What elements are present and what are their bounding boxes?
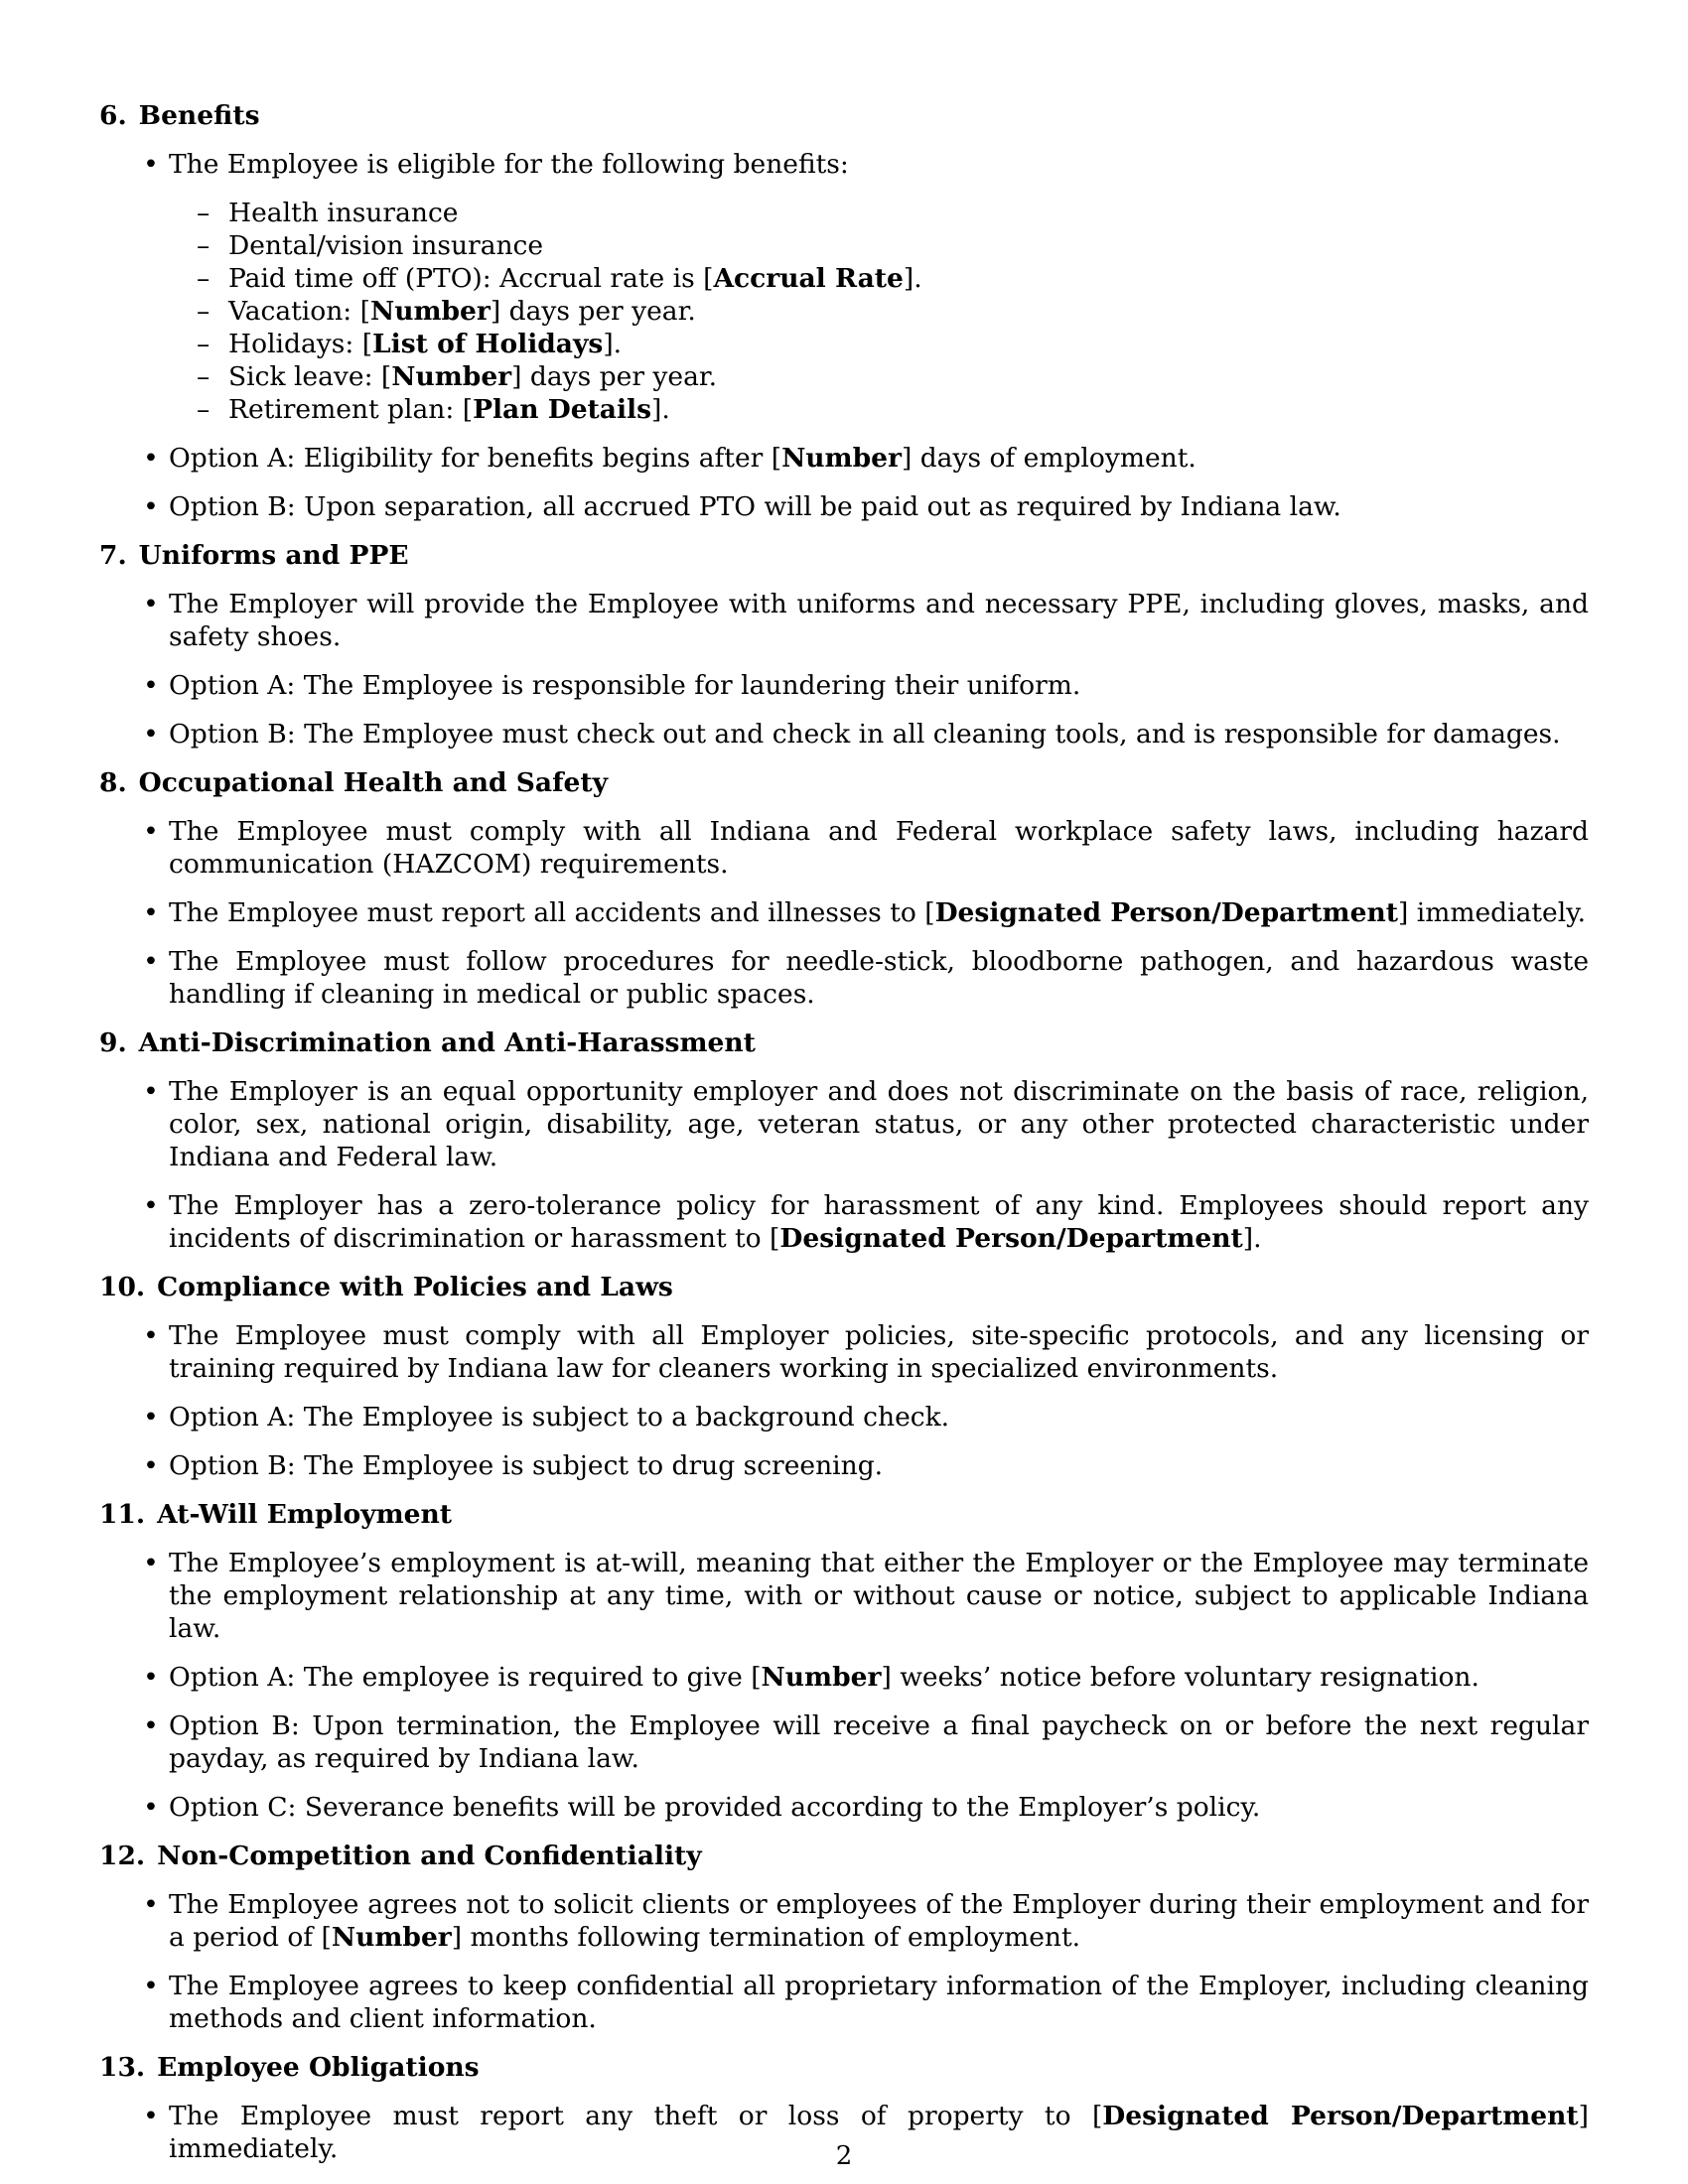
section-number: 6. xyxy=(99,100,127,131)
text-segment: The Employer will provide the Employee with uniforms and necessary PPE, including gloves, masks, and safety shoes. xyxy=(169,589,1589,652)
section-heading xyxy=(99,539,1589,572)
bullet-icon: • xyxy=(143,946,159,977)
sub-list-item xyxy=(169,360,1589,393)
section-number: 7. xyxy=(99,540,127,571)
list-item-text xyxy=(169,1792,1260,1823)
text-segment: The Employee agrees not to solicit clients or employees of the Employer during their employment and for a period of [ xyxy=(169,1889,1589,1953)
text-segment: ] days per year. xyxy=(511,361,718,392)
text-segment: ] days per year. xyxy=(490,296,696,327)
section-number: 12. xyxy=(99,1841,146,1871)
text-segment: ]. xyxy=(603,329,623,359)
section-number: 11. xyxy=(99,1499,146,1530)
list-item xyxy=(99,945,1589,1011)
list-item xyxy=(99,669,1589,702)
list-item xyxy=(99,148,1589,426)
list-item-text xyxy=(169,1971,1589,2034)
placeholder-field: Number xyxy=(391,361,512,392)
bullet-icon: • xyxy=(143,1548,159,1578)
placeholder-field: Number xyxy=(781,443,902,474)
placeholder-field: Designated Person/Department xyxy=(1102,2101,1579,2131)
section-heading xyxy=(99,1498,1589,1531)
list-item xyxy=(99,1970,1589,2035)
section-8 xyxy=(99,766,1589,1011)
bullet-icon: • xyxy=(143,589,159,619)
list-item-text xyxy=(169,897,1586,928)
section-6 xyxy=(99,99,1589,523)
text-segment: Option B: The Employee must check out and check in all cleaning tools, and is responsible for damages. xyxy=(169,719,1561,750)
text-segment: ] months following termination of employment. xyxy=(451,1922,1081,1953)
text-segment: The Employee’s employment is at-will, meaning that either the Employer or the Employee may terminate the employment relationship at any time, with or without cause or notice, subject to applicable Indiana law. xyxy=(169,1548,1589,1644)
bullet-icon: • xyxy=(143,2101,159,2131)
bullet-icon: • xyxy=(143,1792,159,1823)
placeholder-field: Plan Details xyxy=(473,394,652,425)
placeholder-field: Designated Person/Department xyxy=(934,897,1398,928)
list-item xyxy=(99,1709,1589,1775)
list-item xyxy=(99,1075,1589,1173)
section-heading xyxy=(99,766,1589,799)
dash-icon: – xyxy=(197,296,211,327)
text-segment: The Employee must report any theft or loss of property to [ xyxy=(169,2101,1103,2131)
list-item xyxy=(99,1791,1589,1824)
bullet-icon: • xyxy=(143,1971,159,2001)
text-segment: ] immediately. xyxy=(1397,897,1587,928)
list-item-text xyxy=(169,1076,1589,1172)
list-item-text xyxy=(169,443,1196,474)
list-item xyxy=(99,442,1589,475)
text-segment: Option B: Upon termination, the Employee will receive a final paycheck on or before the next regular payday, as required by Indiana law. xyxy=(169,1710,1589,1774)
bullet-list xyxy=(99,1888,1589,2035)
section-heading xyxy=(99,1026,1589,1059)
section-number: 8. xyxy=(99,767,127,798)
sub-list-item xyxy=(169,262,1589,295)
section-heading xyxy=(99,1840,1589,1872)
section-number: 9. xyxy=(99,1027,127,1058)
sub-list-item xyxy=(169,295,1589,328)
page-number: 2 xyxy=(835,2141,853,2171)
placeholder-field: List of Holidays xyxy=(372,329,604,359)
list-item-text xyxy=(169,1320,1589,1384)
bullet-icon: • xyxy=(143,1190,159,1221)
bullet-list xyxy=(99,1547,1589,1824)
text-segment: Option A: The Employee is subject to a background check. xyxy=(169,1402,950,1433)
list-item-text xyxy=(169,816,1589,880)
text-segment: ] days of employment. xyxy=(901,443,1196,474)
section-number: 13. xyxy=(99,2052,146,2083)
list-item xyxy=(99,1401,1589,1433)
text-segment: The Employer has a zero-tolerance policy for harassment of any kind. Employees should report any incidents of discrimination or harassment to [ xyxy=(169,1190,1589,1254)
sub-list xyxy=(169,197,1589,426)
bullet-icon: • xyxy=(143,1402,159,1433)
bullet-list xyxy=(99,1319,1589,1482)
list-item-text xyxy=(169,946,1589,1010)
bullet-icon: • xyxy=(143,1450,159,1481)
list-item xyxy=(99,1547,1589,1645)
bullet-icon: • xyxy=(143,1320,159,1351)
section-title: Occupational Health and Safety xyxy=(138,767,608,798)
dash-icon: – xyxy=(197,329,211,359)
text-segment: Option A: Eligibility for benefits begins after [ xyxy=(169,443,782,474)
list-item xyxy=(99,588,1589,653)
bullet-icon: • xyxy=(143,1889,159,1920)
list-item-text xyxy=(169,1662,1479,1693)
section-title: Compliance with Policies and Laws xyxy=(157,1272,673,1302)
section-10 xyxy=(99,1271,1589,1482)
list-item xyxy=(99,490,1589,523)
text-segment: Option B: Upon separation, all accrued PTO will be paid out as required by Indiana law. xyxy=(169,491,1341,522)
section-11 xyxy=(99,1498,1589,1824)
text-segment: Option A: The employee is required to give [ xyxy=(169,1662,762,1693)
bullet-icon: • xyxy=(143,897,159,928)
text-segment: Option A: The Employee is responsible for laundering their uniform. xyxy=(169,670,1081,701)
text-segment: Paid time off (PTO): Accrual rate is [ xyxy=(228,263,714,294)
text-segment: Dental/vision insurance xyxy=(228,230,544,261)
list-item-text xyxy=(169,719,1561,750)
placeholder-field: Accrual Rate xyxy=(713,263,904,294)
section-heading xyxy=(99,99,1589,132)
sub-list-item xyxy=(169,393,1589,426)
bullet-list xyxy=(99,148,1589,523)
text-segment: Health insurance xyxy=(228,198,459,228)
section-number: 10. xyxy=(99,1272,146,1302)
text-segment: The Employee is eligible for the following benefits: xyxy=(169,149,849,180)
section-7 xyxy=(99,539,1589,751)
section-title: Anti-Discrimination and Anti-Harassment xyxy=(138,1027,756,1058)
text-segment: The Employee must comply with all Employer policies, site-specific protocols, and any licensing or training required by Indiana law for cleaners working in specialized environments. xyxy=(169,1320,1589,1384)
text-segment: Holidays: [ xyxy=(228,329,373,359)
text-segment: Option C: Severance benefits will be provided according to the Employer’s policy. xyxy=(169,1792,1261,1823)
list-item xyxy=(99,1449,1589,1482)
text-segment: The Employee must report all accidents and illnesses to [ xyxy=(169,897,935,928)
bullet-icon: • xyxy=(143,1710,159,1741)
sub-list-item xyxy=(169,328,1589,360)
sub-list-item xyxy=(169,197,1589,229)
section-title: Non-Competition and Confidentiality xyxy=(157,1841,702,1871)
list-item-text xyxy=(169,1450,883,1481)
bullet-icon: • xyxy=(143,1662,159,1693)
list-item-text xyxy=(169,149,849,180)
text-segment: The Employee must follow procedures for needle-stick, bloodborne pathogen, and hazardous waste handling if cleaning in medical or public spaces. xyxy=(169,946,1589,1010)
bullet-icon: • xyxy=(143,816,159,847)
list-item-text xyxy=(169,491,1341,522)
placeholder-field: Number xyxy=(331,1922,452,1953)
dash-icon: – xyxy=(197,198,211,228)
section-12 xyxy=(99,1840,1589,2035)
text-segment: ] immediately. xyxy=(169,2101,1589,2164)
text-segment: Sick leave: [ xyxy=(228,361,392,392)
list-item-text xyxy=(169,670,1080,701)
bullet-icon: • xyxy=(143,719,159,750)
list-item-text xyxy=(169,1402,949,1433)
section-title: At-Will Employment xyxy=(157,1499,453,1530)
document-body xyxy=(99,99,1589,2165)
list-item xyxy=(99,896,1589,929)
bullet-icon: • xyxy=(143,1076,159,1107)
dash-icon: – xyxy=(197,361,211,392)
list-item xyxy=(99,1319,1589,1385)
section-9 xyxy=(99,1026,1589,1255)
bullet-icon: • xyxy=(143,670,159,701)
bullet-icon: • xyxy=(143,491,159,522)
placeholder-field: Designated Person/Department xyxy=(779,1223,1243,1254)
sub-list-item xyxy=(169,229,1589,262)
section-title: Uniforms and PPE xyxy=(138,540,409,571)
bullet-icon: • xyxy=(143,149,159,180)
dash-icon: – xyxy=(197,230,211,261)
bullet-list xyxy=(99,588,1589,751)
text-segment: ] weeks’ notice before voluntary resignation. xyxy=(881,1662,1479,1693)
dash-icon: – xyxy=(197,263,211,294)
bullet-icon: • xyxy=(143,443,159,474)
section-title: Employee Obligations xyxy=(157,2052,480,2083)
bullet-list xyxy=(99,815,1589,1011)
list-item-text xyxy=(169,1710,1589,1774)
placeholder-field: Number xyxy=(761,1662,882,1693)
text-segment: ]. xyxy=(1242,1223,1262,1254)
list-item-text xyxy=(169,1889,1589,1953)
list-item xyxy=(99,1661,1589,1694)
list-item xyxy=(99,718,1589,751)
text-segment: The Employer is an equal opportunity employer and does not discriminate on the basis of race, religion, color, sex, national origin, disability, age, veteran status, or any other protected characteristic under Indiana and Federal law. xyxy=(169,1076,1589,1172)
section-title: Benefits xyxy=(138,100,260,131)
text-segment: ]. xyxy=(903,263,922,294)
dash-icon: – xyxy=(197,394,211,425)
text-segment: The Employee must comply with all Indiana and Federal workplace safety laws, including hazard communication (HAZCOM) requirements. xyxy=(169,816,1589,880)
list-item xyxy=(99,1888,1589,1954)
list-item xyxy=(99,1189,1589,1255)
text-segment: The Employee agrees to keep confidential all proprietary information of the Employer, including cleaning methods and client information. xyxy=(169,1971,1589,2034)
text-segment: Option B: The Employee is subject to drug screening. xyxy=(169,1450,884,1481)
bullet-list xyxy=(99,1075,1589,1255)
text-segment: Retirement plan: [ xyxy=(228,394,474,425)
list-item xyxy=(99,815,1589,881)
section-heading xyxy=(99,1271,1589,1303)
text-segment: ]. xyxy=(651,394,670,425)
section-heading xyxy=(99,2051,1589,2084)
text-segment: Vacation: [ xyxy=(228,296,370,327)
list-item-text xyxy=(169,1190,1589,1254)
placeholder-field: Number xyxy=(369,296,491,327)
list-item-text xyxy=(169,589,1589,652)
list-item-text xyxy=(169,1548,1589,1644)
